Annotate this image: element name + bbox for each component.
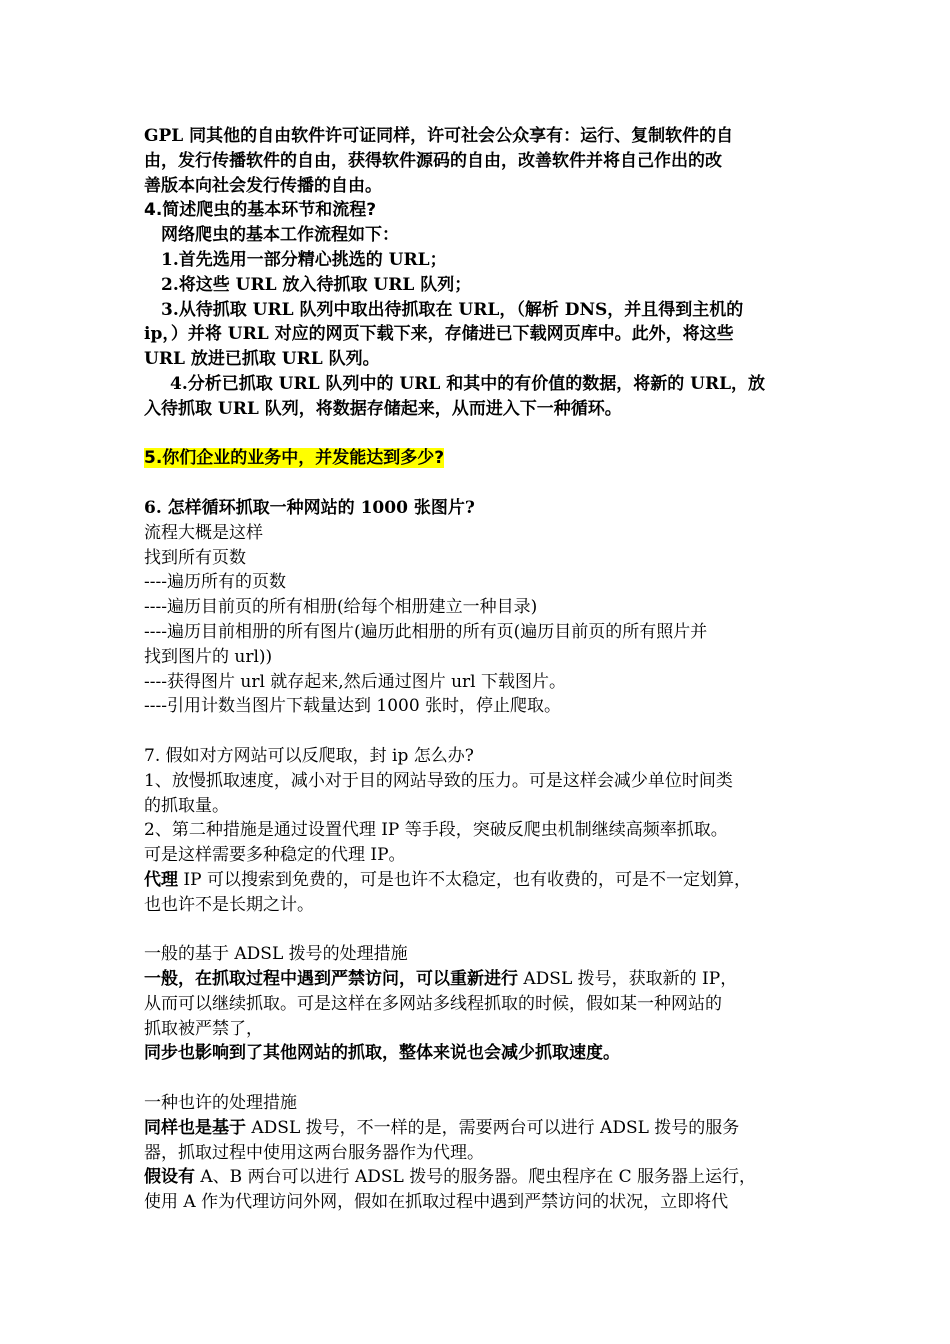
alt-line: 器，抓取过程中使用这两台服务器作为代理。 <box>144 1142 484 1163</box>
alt-paragraph-2 <box>144 1165 814 1215</box>
q4-step-4-line: 入待抓取 URL 队列，将数据存储起来，从而进入下一种循环。 <box>144 398 622 419</box>
q6-line <box>144 620 814 670</box>
adsl-bold-line: 同步也影响到了其他网站的抓取，整体来说也会减少抓取速度。 <box>144 1043 620 1064</box>
q4-step-3-line: ip，）并将 URL 对应的网页下载下来，存储进已下载网页库中。此外，将这些 <box>144 324 734 345</box>
adsl-line: 抓取被严禁了， <box>144 1018 263 1039</box>
alt2-lead: 假设有 <box>144 1167 195 1188</box>
q7-answer-1 <box>144 769 814 819</box>
q4-step-3-line: 3.从待抓取 URL 队列中取出待抓取在 URL，（解析 DNS，并且得到主机的 <box>161 299 744 320</box>
q4-heading: 4.简述爬虫的基本环节和流程? <box>144 200 377 221</box>
q4-step-1: 1.首先选用一部分精心挑选的 URL； <box>161 249 447 270</box>
q7-proxy-line: 也也许不是长期之计。 <box>144 894 314 915</box>
alt2-line: A、B 两台可以进行 ADSL 拨号的服务器。爬虫程序在 C 服务器上运行， <box>195 1167 757 1188</box>
q6-line-part: ----遍历目前相册的所有图片(遍历此相册的所有页(遍历目前页的所有照片并 <box>144 621 708 642</box>
q4-step-3 <box>144 298 814 372</box>
adsl-line: 从而可以继续抓取。可是这样在多网站多线程抓取的时候，假如某一种网站的 <box>144 993 722 1014</box>
alt2-line: 使用 A 作为代理访问外网，假如在抓取过程中遇到严禁访问的状况，立即将代 <box>144 1192 729 1213</box>
alt-paragraph-1 <box>144 1116 814 1166</box>
q4-intro: 网络爬虫的基本工作流程如下： <box>161 225 399 246</box>
q6-line: 找到所有页数 <box>144 547 246 568</box>
adsl-lead: 一般，在抓取过程中遇到严禁访问，可以重新进行 <box>144 969 518 990</box>
alt-heading: 一种也许的处理措施 <box>144 1093 297 1114</box>
gpl-line: 善版本向社会发行传播的自由。 <box>144 175 382 196</box>
adsl-line: ADSL 拨号，获取新的 IP， <box>518 969 738 990</box>
q7-proxy-line: IP 可以搜索到免费的，可是也许不太稳定，也有收费的，可是不一定划算， <box>178 869 751 890</box>
q4-step-4 <box>144 372 814 422</box>
q6-line: ----遍历目前页的所有相册(给每个相册建立一种目录) <box>144 597 538 618</box>
q7-answer-1-line: 1、放慢抓取速度，减小对于目的网站导致的压力。可是这样会减少单位时间类 <box>144 770 733 791</box>
document-page <box>144 124 814 1215</box>
q6-line: 流程大概是这样 <box>144 522 263 543</box>
alt-line: ADSL 拨号，不一样的是，需要两台可以进行 ADSL 拨号的服务 <box>246 1117 740 1138</box>
gpl-line: GPL 同其他的自由软件许可证同样，许可社会公众享有：运行、复制软件的自 <box>144 126 734 146</box>
q7-answer-2-line: 2、第二种措施是通过设置代理 IP 等手段，突破反爬虫机制继续高频率抓取。 <box>144 820 728 841</box>
q6-line: ----引用计数当图片下载量达到 1000 张时，停止爬取。 <box>144 696 562 717</box>
q6-line: ----获得图片 url 就存起来,然后通过图片 url 下载图片。 <box>144 671 567 692</box>
q5-highlighted-title: 5.你们企业的业务中，并发能达到多少? <box>144 448 445 469</box>
q7-proxy-lead: 代理 <box>144 869 178 890</box>
adsl-heading: 一般的基于 ADSL 拨号的处理措施 <box>144 944 408 965</box>
q7-answer-1-line: 的抓取量。 <box>144 795 229 816</box>
gpl-line: 由，发行传播软件的自由，获得软件源码的自由，改善软件并将自己作出的改 <box>144 150 722 171</box>
alt-lead: 同样也是基于 <box>144 1117 246 1138</box>
q7-answer-2 <box>144 818 814 868</box>
q6-heading: 6. 怎样循环抓取一种网站的 1000 张图片? <box>144 497 475 518</box>
q6-line-part: 找到图片的 url)) <box>144 646 273 667</box>
q5-heading <box>144 446 814 471</box>
q7-heading: 7. 假如对方网站可以反爬取，封 ip 怎么办? <box>144 745 474 766</box>
q7-answer-2-line: 可是这样需要多种稳定的代理 IP。 <box>144 845 406 866</box>
gpl-paragraph <box>144 124 814 198</box>
q4-step-3-line: URL 放进已抓取 URL 队列。 <box>144 349 380 370</box>
q6-line: ----遍历所有的页数 <box>144 572 286 593</box>
q4-step-2: 2.将这些 URL 放入待抓取 URL 队列； <box>161 274 472 295</box>
q4-step-4-line: 4.分析已抓取 URL 队列中的 URL 和其中的有价值的数据，将新的 URL，放 <box>170 373 766 394</box>
adsl-paragraph <box>144 967 814 1066</box>
q7-proxy-paragraph <box>144 868 814 918</box>
